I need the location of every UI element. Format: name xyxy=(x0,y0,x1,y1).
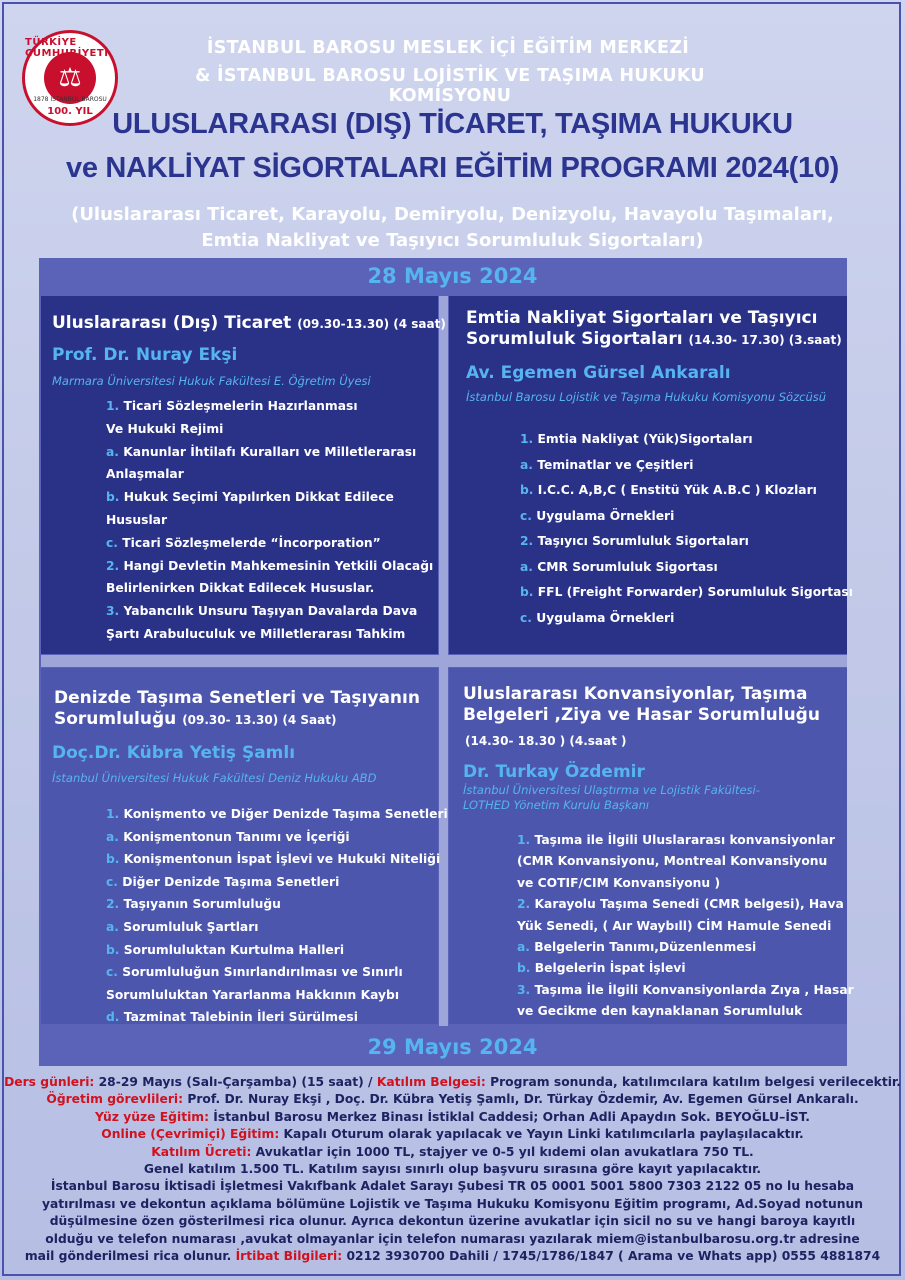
session-4-affiliation-line-2: LOTHED Yönetim Kurulu Başkanı xyxy=(463,798,650,812)
session-1-title xyxy=(52,313,446,335)
list-item: a. Belgelerin Tanımı,Düzenlenmesi xyxy=(517,940,757,955)
organizer-line-1: İSTANBUL BAROSU MESLEK İÇİ EĞİTİM MERKEZİ xyxy=(206,38,690,58)
program-subtitle-line-2: Emtia Nakliyat ve Taşıyıcı Sorumluluk Sigortaları) xyxy=(201,230,704,251)
session-4-affiliation xyxy=(463,783,760,813)
footer-line-note-1: yatırılması ve dekontun açıklama bölümüne Lojistik ve Taşıma Hukuku Komisyonu Eğitim programı, Ad.Soyad notunun xyxy=(41,1196,864,1211)
session-3-title-line-1: Denizde Taşıma Senetleri ve Taşıyanın xyxy=(54,688,420,708)
list-item: a. Konişmentonun Tanımı ve İçeriği xyxy=(106,829,350,844)
program-subtitle-line-1: (Uluslararası Ticaret, Karayolu, Demiryolu, Denizyolu, Havayolu Taşımaları, xyxy=(71,204,834,225)
list-item: (CMR Konvansiyonu, Montreal Konvansiyonu xyxy=(517,854,828,869)
session-2-time: (14.30- 17.30) (3.saat) xyxy=(688,333,842,347)
horizontal-divider xyxy=(41,655,847,667)
footer-line-online: Online (Çevrimiçi) Eğitim: Kapalı Oturum olarak yapılacak ve Yayın Linki katılımcılarla paylaşılacaktır. xyxy=(101,1127,804,1142)
footer-info xyxy=(0,1074,905,1265)
list-item: a. CMR Sorumluluk Sigortası xyxy=(520,559,718,574)
list-item: c. Diğer Denizde Taşıma Senetleri xyxy=(106,874,340,889)
list-item: c. Uygulama Örnekleri xyxy=(520,610,675,625)
list-item: c. Ticari Sözleşmelerde “İncorporation” xyxy=(106,535,381,550)
list-item: 2. Taşıyanın Sorumluluğu xyxy=(106,897,281,912)
session-4-items xyxy=(517,830,854,1023)
list-item: b. I.C.C. A,B,C ( Enstitü Yük A.B.C ) Klozları xyxy=(520,483,817,497)
program-title-line-2: ve NAKLİYAT SİGORTALARI EĞİTİM PROGRAMI 2024(10) xyxy=(65,152,840,184)
session-3-title xyxy=(54,688,420,731)
list-item: 1. Taşıma ile İlgili Uluslararası konvansiyonlar xyxy=(517,833,835,847)
list-item: Sorumluluktan Yararlanma Hakkının Kaybı xyxy=(106,987,400,1002)
session-4-time: (14.30- 18.30 ) (4.saat ) xyxy=(465,734,627,748)
list-item: Belirlenirken Dikkat Edilecek Hususlar. xyxy=(106,581,375,596)
session-3-items xyxy=(106,803,448,1029)
list-item: d. Tazminat Talebinin İleri Sürülmesi xyxy=(106,1010,358,1025)
footer-line-general-fee: Genel katılım 1.500 TL. Katılım sayısı sınırlı olup başvuru sırasına göre kayıt yapılacaktır. xyxy=(143,1162,762,1177)
session-3-speaker: Doç.Dr. Kübra Yetiş Şamlı xyxy=(52,743,296,763)
session-1-time: (09.30-13.30) (4 saat) xyxy=(297,317,446,331)
list-item: b. Konişmentonun İspat İşlevi ve Hukuki Niteliği xyxy=(106,852,441,867)
session-2-items xyxy=(520,427,853,631)
list-item: Anlaşmalar xyxy=(106,467,184,482)
session-1-items xyxy=(106,395,433,646)
session-1-title-text: Uluslararası (Dış) Ticaret xyxy=(52,313,292,333)
footer-line-fee: Katılım Ücreti: Avukatlar için 1000 TL, stajyer ve 0-5 yıl kıdemi olan avukatlara 750 TL. xyxy=(151,1144,754,1159)
session-1-affiliation: Marmara Üniversitesi Hukuk Fakültesi E. Öğretim Üyesi xyxy=(52,374,371,388)
list-item: 2. Karayolu Taşıma Senedi (CMR belgesi), Hava xyxy=(517,897,844,912)
session-3-title-line-2: Sorumluluğu xyxy=(54,709,177,729)
list-item: c. Uygulama Örnekleri xyxy=(520,508,675,523)
list-item: Ve Hukuki Rejimi xyxy=(106,421,224,436)
footer-line-contact: mail gönderilmesi rica olunur. İrtibat Bilgileri: 0212 3930700 Dahili / 1745/1786/1847 ( Arama ve Whats app) 0555 4881874 xyxy=(24,1249,881,1264)
footer-line-venue: Yüz yüze Eğitim: İstanbul Barosu Merkez Binası İstiklal Caddesi; Orhan Adli Apaydın Sok. BEYOĞLU–İST. xyxy=(95,1109,810,1124)
list-item: a. Teminatlar ve Çeşitleri xyxy=(520,457,694,472)
footer-line-dates: Ders günleri: 28-29 Mayıs (Salı-Çarşamba) (15 saat) / Katılım Belgesi: Program sonunda, katılımcılara katılım belgesi verilecektir. xyxy=(4,1075,901,1089)
footer-line-instructors: Öğretim görevlileri: Prof. Dr. Nuray Ekşi , Doç. Dr. Kübra Yetiş Şamlı, Dr. Türkay Özdemir, Av. Egemen Gürsel Ankaralı. xyxy=(46,1092,859,1107)
day-1-date: 28 Mayıs 2024 xyxy=(367,264,538,288)
list-item: 2. Taşıyıcı Sorumluluk Sigortaları xyxy=(520,534,749,548)
list-item: b. Sorumluluktan Kurtulma Halleri xyxy=(106,942,345,957)
organizer-line-2: & İSTANBUL BAROSU LOJİSTİK VE TAŞIMA HUKUKU KOMİSYONU xyxy=(195,66,705,106)
session-4-speaker: Dr. Turkay Özdemir xyxy=(463,762,645,782)
session-3-affiliation: İstanbul Üniversitesi Hukuk Fakültesi Deniz Hukuku ABD xyxy=(52,771,377,785)
logo-ring-text: TÜRKİYE CUMHURİYETİ xyxy=(25,37,109,59)
day-2-date: 29 Mayıs 2024 xyxy=(367,1035,538,1059)
session-4-title xyxy=(463,684,820,726)
session-4-title-line-2: Belgeleri ,Ziya ve Hasar Sorumluluğu xyxy=(463,705,820,725)
list-item: b. FFL (Freight Forwarder) Sorumluluk Sigortası xyxy=(520,585,853,599)
list-item: Hususlar xyxy=(106,512,168,527)
session-1-speaker: Prof. Dr. Nuray Ekşi xyxy=(52,345,238,365)
session-2-speaker: Av. Egemen Gürsel Ankaralı xyxy=(466,363,731,383)
list-item: 1. Ticari Sözleşmelerin Hazırlanması xyxy=(106,399,358,413)
list-item: 3. Taşıma İle İlgili Konvansiyonlarda Zıya , Hasar xyxy=(517,982,854,997)
list-item: b. Hukuk Seçimi Yapılırken Dikkat Edilece xyxy=(106,490,394,505)
list-item: c. Sorumluluğun Sınırlandırılması ve Sınırlı xyxy=(106,965,403,980)
logo-year-text: 100. YIL xyxy=(47,106,93,117)
session-2-title-line-2: Sorumluluk Sigortaları xyxy=(466,329,683,349)
footer-line-bank: İstanbul Barosu İktisadi İşletmesi Vakıfbank Adalet Sarayı Şubesi TR 05 0001 5001 5800 7303 2122 05 no lu hesaba xyxy=(50,1179,855,1194)
session-2-affiliation: İstanbul Barosu Lojistik ve Taşıma Hukuku Komisyonu Sözcüsü xyxy=(466,390,827,404)
session-3-time: (09.30- 13.30) (4 Saat) xyxy=(182,713,337,727)
list-item: ve Gecikme den kaynaklanan Sorumluluk xyxy=(517,1004,803,1019)
logo-small-text: 1878 İSTANBUL BAROSU xyxy=(33,96,107,103)
footer-line-note-3: olduğu ve telefon numarası ,avukat olmayanlar için telefon numarası yazılarak miem@istanbulbarosu.org.tr adresine xyxy=(45,1231,860,1246)
list-item: b. Belgelerin İspat İşlevi xyxy=(517,961,686,976)
scales-of-justice-icon: ⚖ xyxy=(44,52,96,104)
list-item: a. Sorumluluk Şartları xyxy=(106,919,259,934)
program-title-line-1: ULUSLARARASI (DIŞ) TİCARET, TAŞIMA HUKUKU xyxy=(112,108,793,140)
session-2-title-line-1: Emtia Nakliyat Sigortaları ve Taşıyıcı xyxy=(466,308,818,328)
list-item: ve COTIF/CIM Konvansiyonu ) xyxy=(517,875,721,890)
list-item: 1. Konişmento ve Diğer Denizde Taşıma Senetleri xyxy=(106,807,448,821)
list-item: 3. Yabancılık Unsuru Taşıyan Davalarda Dava xyxy=(106,604,418,619)
session-4-affiliation-line-1: İstanbul Üniversitesi Ulaştırma ve Lojistik Fakültesi- xyxy=(463,783,760,797)
footer-line-note-2: düşülmesine özen gösterilmesi rica olunur. Ayrıca dekontun üzerine avukatlar için sicil no su ve hangi baroya kayıtlı xyxy=(49,1214,856,1229)
session-4-title-line-1: Uluslararası Konvansiyonlar, Taşıma xyxy=(463,684,808,704)
list-item: 2. Hangi Devletin Mahkemesinin Yetkili Olacağı xyxy=(106,558,434,573)
list-item: a. Kanunlar İhtilafı Kuralları ve Milletlerarası xyxy=(106,444,417,459)
list-item: Yük Senedi, ( Aır Waybıll) CİM Hamule Senedi xyxy=(517,918,832,933)
list-item: Şartı Arabuluculuk ve Milletlerarası Tahkim xyxy=(106,626,406,641)
list-item: 1. Emtia Nakliyat (Yük)Sigortaları xyxy=(520,432,753,446)
session-2-title xyxy=(466,308,842,351)
